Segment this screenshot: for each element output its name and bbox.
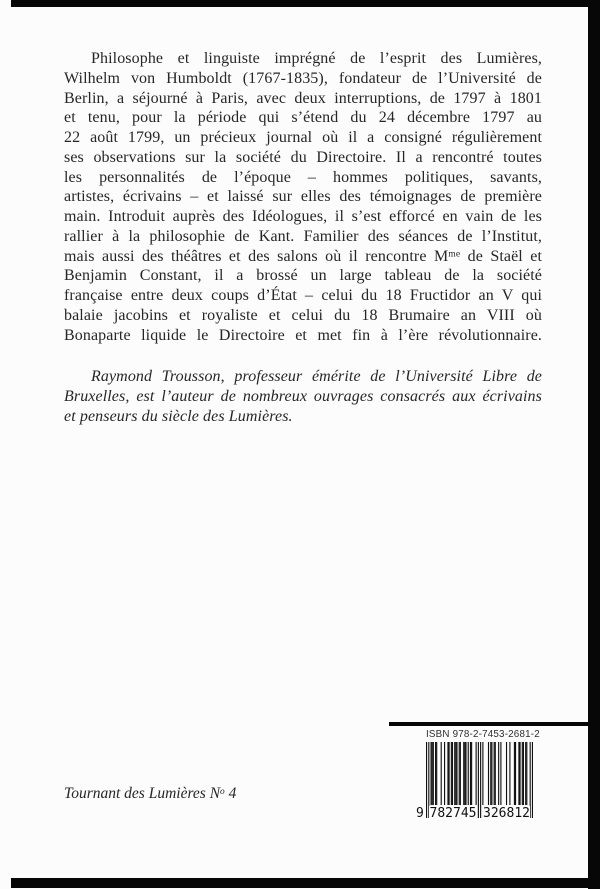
author-bio-paragraph [64,367,542,426]
text-line: rallier à la philosophie de Kant. Familier des séances de l’Institut, [64,227,542,245]
ean-digit-prefix: 9 [416,806,424,821]
scan-edge-bottom [11,878,600,888]
isbn-number: ISBN 978-2-7453-2681-2 [426,729,540,740]
text-line: Raymond Trousson, professeur émérite de l’Université Libre de [91,368,542,385]
text-line: et tenu, pour la période qui s’étend du 24 décembre 1797 au [64,109,542,127]
text-line: balaie jacobins et royaliste et celui du 18 Brumaire an VIII où [64,306,542,324]
text-line: mais aussi des théâtres et des salons où il rencontre $M^{me}$ de Staël et [64,247,542,265]
scan-edge-right [588,0,600,889]
text-line: les personnalités de l’époque – hommes politiques, savants, [64,168,542,186]
text-line: française entre deux coups d’État – celui du 18 Fructidor an V qui [64,287,542,304]
text-line: Berlin, a séjourné à Paris, avec deux interruptions, de 1797 à 1801 [64,89,542,107]
text-line: et penseurs du siècle des Lumières. [64,407,293,425]
text-line: Philosophe et linguiste imprégné de l’esprit des Lumières, [91,50,542,67]
text-line: main. Introduit auprès des Idéologues, il s’est efforcé en vain de les [64,208,542,225]
text-line: artistes, écrivains – et laissé sur elles des témoignages de première [64,188,542,206]
text-line: Wilhelm von Humboldt (1767-1835), fondateur de l’Université de [64,69,542,87]
barcode-box-top-edge [389,722,600,726]
series-label: Tournant des Lumières $N^o$ 4 [64,785,237,802]
isbn-barcode-block [416,729,538,825]
ean-digit-group-right: 326812 [483,806,530,821]
text-line: ses observations sur la société du Directoire. Il a rencontré toutes [64,148,542,166]
book-description-paragraph [64,49,542,345]
text-line: Benjamin Constant, il a brossé un large tableau de la société [64,267,542,285]
scan-edge-top [11,0,600,7]
text-line: Bruxelles, est l’auteur de nombreux ouvrages consacrés aux écrivains [64,387,542,405]
text-line: 22 août 1799, un précieux journal où il a consigné régulièrement [64,129,542,146]
ean-digits [416,805,538,822]
ean-digit-group-left: 782745 [429,806,477,821]
text-line: Bonaparte liquide le Directoire et met fin à l’ère révolutionnaire. [64,326,542,344]
